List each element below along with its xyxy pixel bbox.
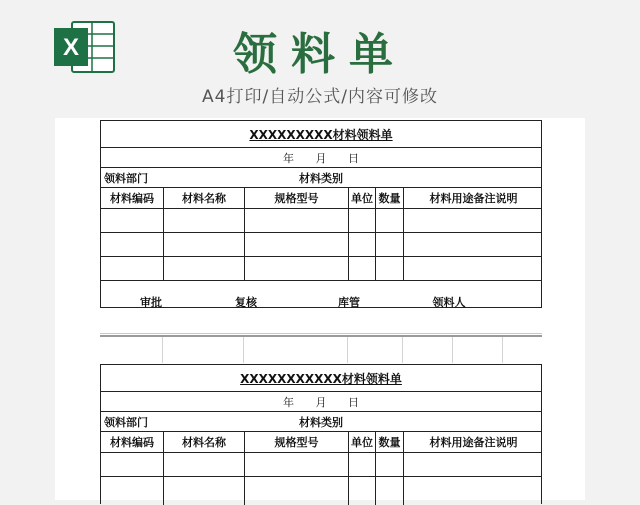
- col-header: 材料名称: [163, 188, 244, 208]
- dept-label: 领料部门: [104, 171, 148, 185]
- table-row[interactable]: [101, 257, 541, 281]
- requisition-form-2: [100, 364, 542, 504]
- col-header: 数量: [375, 188, 403, 208]
- col-header: 材料编码: [110, 436, 154, 449]
- col-header: 材料用途备注说明: [403, 188, 543, 208]
- signature-approve: 审批: [140, 296, 162, 309]
- date-row: [101, 148, 541, 168]
- category-label: 材料类别: [299, 171, 343, 185]
- dept-label: 领料部门: [104, 415, 148, 429]
- blank-spreadsheet-rows: [100, 309, 542, 363]
- category-label: 材料类别: [299, 415, 343, 429]
- signature-row: [101, 281, 541, 307]
- form-title-row: [101, 365, 541, 392]
- col-header: 材料名称: [163, 432, 244, 452]
- col-header: 数量: [375, 432, 403, 452]
- col-header: 规格型号: [244, 188, 348, 208]
- dept-row: [101, 168, 541, 188]
- table-row[interactable]: [101, 209, 541, 233]
- logo-letter: X: [62, 34, 80, 61]
- spreadsheet-preview: [55, 118, 585, 500]
- signature-receiver: 领料人: [432, 296, 466, 309]
- requisition-form-1: [100, 120, 542, 308]
- table-row[interactable]: [101, 477, 541, 505]
- col-header: 单位: [348, 188, 375, 208]
- table-row[interactable]: [101, 233, 541, 257]
- page-subtitle: A4打印/自动公式/内容可修改: [202, 87, 438, 107]
- date-line: 年 月 日: [283, 151, 359, 165]
- date-row: [101, 392, 541, 412]
- header: [0, 0, 640, 118]
- page-title: 领料单: [233, 29, 407, 80]
- dept-row: [101, 412, 541, 432]
- form-title: XXXXXXXXX材料领料单: [249, 127, 393, 142]
- signature-warehouse: 库管: [338, 296, 360, 309]
- column-header-row: [101, 188, 541, 209]
- col-header: 材料用途备注说明: [403, 432, 543, 452]
- table-row[interactable]: [101, 453, 541, 477]
- form-title-row: [101, 121, 541, 148]
- date-line: 年 月 日: [283, 395, 359, 409]
- column-header-row: [101, 432, 541, 453]
- col-header: 单位: [348, 432, 375, 452]
- form-title: XXXXXXXXXXX材料领料单: [240, 371, 402, 386]
- col-header: 规格型号: [244, 432, 348, 452]
- signature-review: 复核: [235, 296, 257, 309]
- col-header: 材料编码: [110, 192, 154, 205]
